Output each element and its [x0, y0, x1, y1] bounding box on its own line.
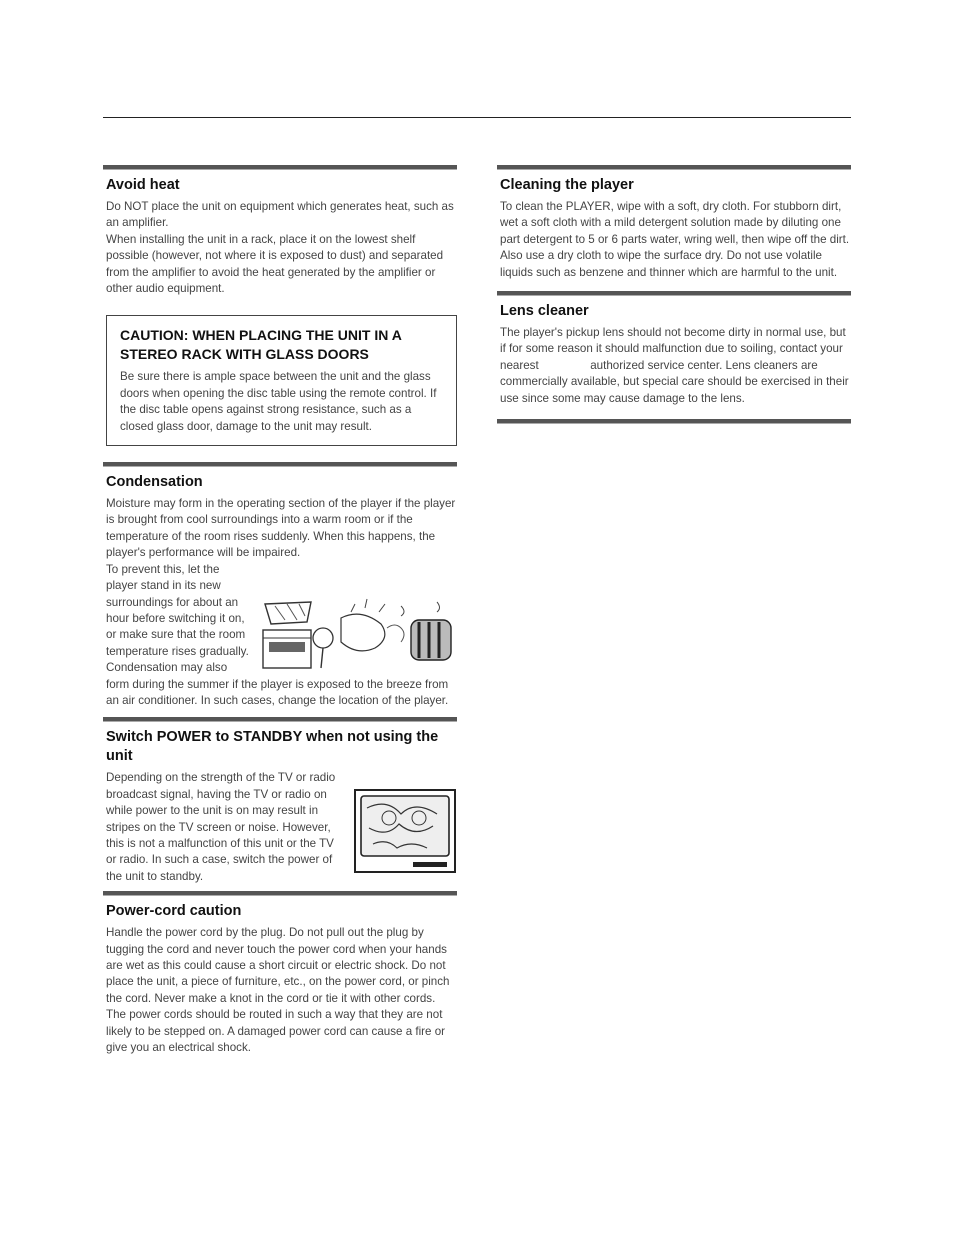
- caution-box: [106, 315, 457, 446]
- section-rule: [103, 891, 457, 896]
- section-avoid-heat: [103, 165, 457, 297]
- section-heading: Lens cleaner: [500, 303, 589, 320]
- tv-illustration: [353, 788, 457, 874]
- caution-heading: CAUTION: WHEN PLACING THE UNIT IN A STEREO RACK WITH GLASS DOORS: [120, 327, 402, 363]
- paragraph: Moisture may form in the operating section of the player if the player is brought from cool surroundings into a warm room or if the temperature of the room rises suddenly. When this happens, the player's performance will be impaired.: [106, 497, 456, 560]
- right-column: [497, 165, 851, 424]
- section-rule: [497, 165, 851, 170]
- air-conditioner-illustration: [261, 598, 457, 674]
- section-heading: Switch POWER to STANDBY when not using the unit: [106, 729, 439, 765]
- section-cleaning: [497, 165, 851, 281]
- paragraph: To clean the PLAYER, wipe with a soft, dry cloth. For stubborn dirt, wet a soft cloth with a mild detergent solution made by diluting one part detergent to 5 or 6 parts water, wring well, then wipe off the dirt. Also use a dry cloth to wipe the surface dry. Do not use volatile liquids such as benzene and thinner which are harmful to the unit.: [500, 200, 850, 279]
- paragraph: To prevent this, let the player stand in its new surroundings for about an hour before switching it on, or make sure that the room temperature rises gradually. Condensation may also form during the summer if the player is exposed to the breeze from an air conditioner. In such cases, change the location of the player.: [106, 562, 449, 707]
- section-heading: Power-cord caution: [106, 903, 242, 920]
- section-standby: [103, 717, 457, 885]
- paragraph: The player's pickup lens should not become dirty in normal use, but if for some reason it should malfunction due to soiling, contact your nearest authorized service center. Lens cleaners are commercially available, but special care should be exercised in their use since some may cause damage to the lens.: [500, 326, 852, 405]
- section-lens-cleaner: [497, 291, 851, 407]
- paragraph: Do NOT place the unit on equipment which generates heat, such as an amplifier.: [106, 200, 454, 230]
- section-rule: [103, 165, 457, 170]
- section-end-rule: [497, 419, 851, 424]
- section-condensation: [103, 462, 457, 709]
- room-scene-icon: [261, 598, 457, 674]
- section-rule: [103, 462, 457, 467]
- section-heading: Condensation: [106, 474, 203, 491]
- section-heading: Cleaning the player: [500, 177, 634, 193]
- caution-text: Be sure there is ample space between the unit and the glass doors when opening the disc table using the remote control. If the disc table opens against strong resistance, such as a closed glass door, damage to the unit may result.: [120, 370, 437, 433]
- paragraph: When installing the unit in a rack, place it on the lowest shelf possible (however, not where it is exposed to dust) and separated from the amplifier to avoid the heat generated by the amplifier or other audio equipment.: [106, 232, 444, 296]
- section-heading: Avoid heat: [106, 177, 180, 193]
- header-rule: [103, 117, 851, 118]
- section-rule: [497, 291, 851, 296]
- tv-icon: [353, 788, 457, 874]
- section-rule: [103, 717, 457, 722]
- left-column: [103, 165, 457, 1062]
- paragraph: Depending on the strength of the TV or radio broadcast signal, having the TV or radio on while power to the unit is on may result in stripes on the TV screen or noise. However, this is not a malfunction of this unit or the TV or radio. In such a case, switch the power of the unit to standby.: [106, 771, 336, 883]
- paragraph: Handle the power cord by the plug. Do not pull out the plug by tugging the cord and never touch the power cord when your hands are wet as this could cause a short circuit or electric shock. Do not place the unit, a piece of furniture, etc., on the power cord, or pinch the cord. Never make a knot in the cord or tie it with other cords. The power cords should be routed in such a way that they are not likely to be stepped on. A damaged power cord can cause a fire or give you an electrical shock.: [106, 926, 450, 1055]
- section-power-cord: [103, 891, 457, 1056]
